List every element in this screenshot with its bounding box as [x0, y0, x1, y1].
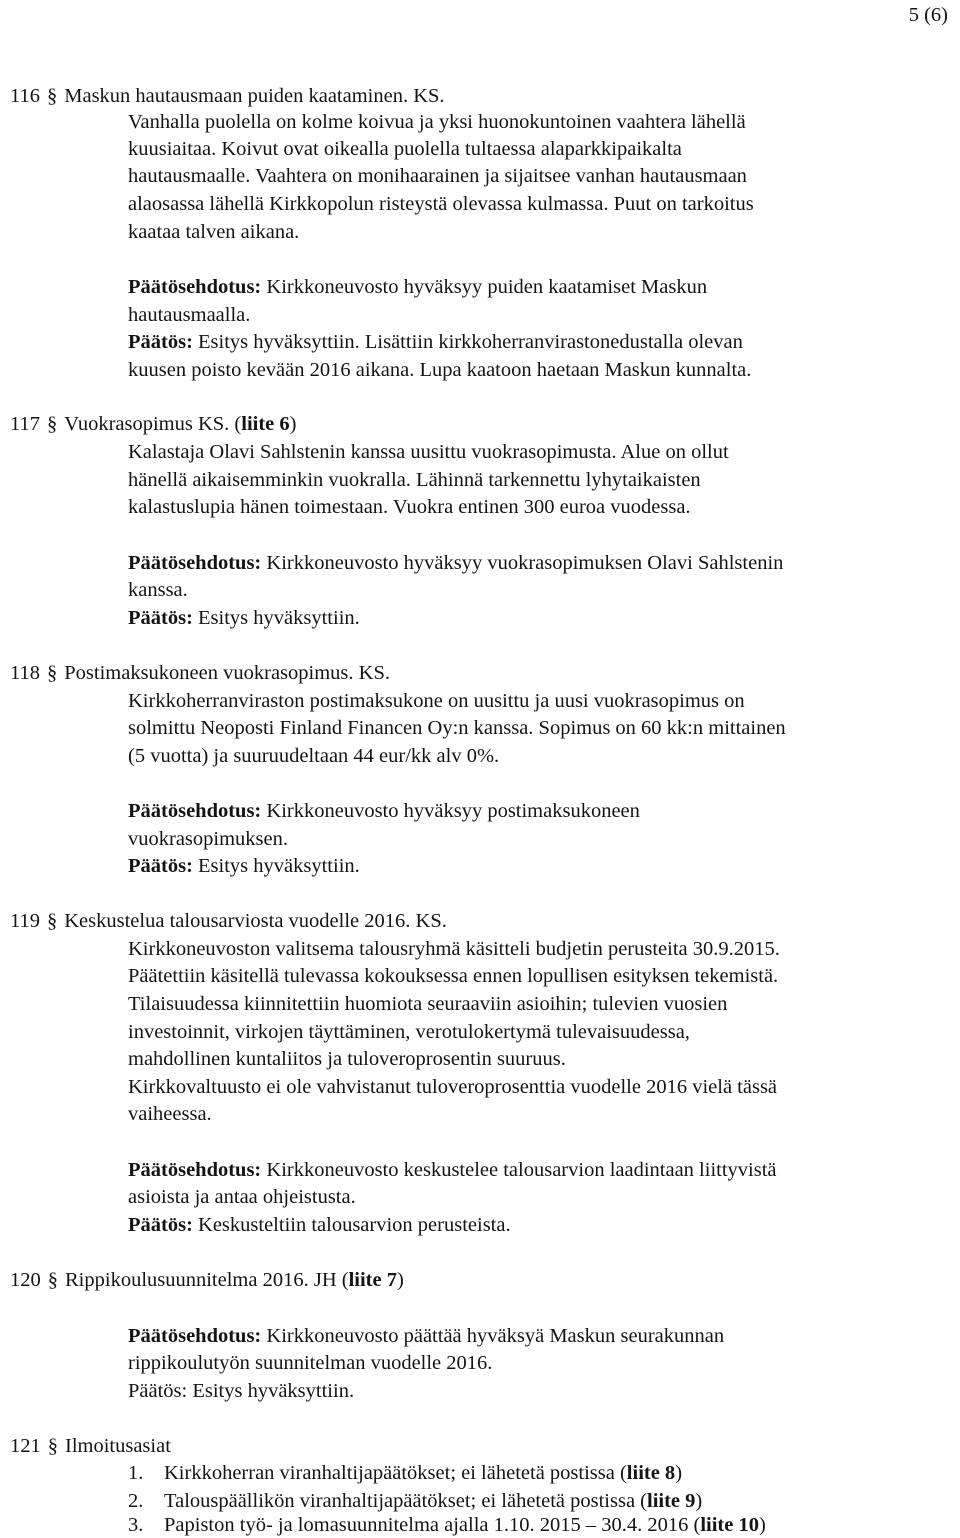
decision-line: [128, 330, 743, 354]
proposal-label: Päätösehdotus:: [128, 800, 262, 822]
proposal-line: [128, 799, 640, 823]
decision-line: kuusen poisto kevään 2016 aikana. Lupa kaatoon haetaan Maskun kunnalta.: [128, 359, 752, 381]
body-line: solmittu Neoposti Finland Financen Oy:n kanssa. Sopimus on 60 kk:n mittainen: [128, 717, 786, 739]
attachment-ref: liite 7: [348, 1269, 397, 1291]
list-item-text: Talouspäällikön viranhaltijapäätökset; ei lähetetä postissa (: [164, 1490, 648, 1512]
section-title: Keskustelua talousarviosta vuodelle 2016. KS.: [64, 910, 447, 932]
decision-label: Päätös:: [128, 1214, 193, 1236]
proposal-line: vuokrasopimuksen.: [128, 828, 288, 850]
proposal-label: Päätösehdotus:: [128, 1159, 262, 1181]
decision-line: Päätös: Esitys hyväksyttiin.: [128, 1380, 355, 1402]
section-121-heading: [10, 1434, 171, 1458]
proposal-label: Päätösehdotus:: [128, 276, 262, 298]
proposal-label: Päätösehdotus:: [128, 552, 262, 574]
section-title: Postimaksukoneen vuokrasopimus. KS.: [64, 662, 390, 684]
section-title: Rippikoulusuunnitelma 2016. JH (: [65, 1269, 349, 1291]
section-118-heading: [10, 661, 390, 685]
section-sign-icon: §: [47, 1269, 58, 1291]
section-sign-icon: §: [47, 910, 58, 932]
list-item-text: Papiston työ- ja lomasuunnitelma ajalla 1.10. 2015 – 30.4. 2016 (: [164, 1514, 701, 1536]
body-line: Päätettiin käsitellä tulevassa kokouksessa ennen lopullisen esityksen tekemistä.: [128, 965, 779, 987]
body-line: Tilaisuudessa kiinnitettiin huomiota seuraaviin asioihin; tulevien vuosien: [128, 993, 728, 1015]
section-number: 118: [10, 662, 40, 684]
body-line: hautausmaalle. Vaahtera on monihaarainen ja sijaitsee vanhan hautausmaan: [128, 165, 747, 187]
page-number: 5 (6): [908, 4, 948, 26]
list-item-text: Kirkkoherran viranhaltijapäätökset; ei lähetetä postissa (: [164, 1462, 627, 1484]
proposal-line: kanssa.: [128, 579, 188, 601]
section-116-heading: [10, 84, 445, 108]
section-sign-icon: §: [47, 413, 58, 435]
section-number: 116: [10, 85, 40, 107]
list-item-number: 1.: [128, 1462, 144, 1484]
proposal-label: Päätösehdotus:: [128, 1325, 262, 1347]
section-title: Vuokrasopimus KS. (: [64, 413, 242, 435]
proposal-text: Kirkkoneuvosto keskustelee talousarvion laadintaan liittyvistä: [266, 1159, 777, 1181]
body-line: alaosassa lähellä Kirkkopolun risteystä olevassa kulmassa. Puut on tarkoitus: [128, 193, 754, 215]
section-120-heading: [10, 1268, 404, 1292]
decision-label: Päätös:: [128, 331, 193, 353]
body-line: kalastuslupia hänen toimestaan. Vuokra entinen 300 euroa vuodessa.: [128, 496, 691, 518]
proposal-line: rippikoulutyön suunnitelman vuodelle 2016.: [128, 1352, 493, 1374]
list-item-close: ): [695, 1490, 703, 1512]
decision-text: Esitys hyväksyttiin. Lisättiin kirkkoherranvirastonedustalla olevan: [198, 331, 743, 353]
attachment-ref: liite 8: [626, 1462, 676, 1484]
section-title: Ilmoitusasiat: [65, 1435, 171, 1457]
section-number: 120: [10, 1269, 41, 1291]
decision-line: [128, 1213, 511, 1237]
section-number: 117: [10, 413, 40, 435]
decision-label: Päätös:: [128, 855, 193, 877]
decision-text: Esitys hyväksyttiin.: [198, 855, 360, 877]
section-number: 121: [10, 1435, 41, 1457]
proposal-line: hautausmaalla.: [128, 304, 251, 326]
decision-line: [128, 606, 360, 630]
proposal-line: [128, 1158, 777, 1182]
attachment-ref: liite 10: [700, 1514, 759, 1536]
decision-line: [128, 854, 360, 878]
body-line: (5 vuotta) ja suuruudeltaan 44 eur/kk alv 0%.: [128, 745, 500, 767]
body-line: kuusiaitaa. Koivut ovat oikealla puolella tultaessa alaparkkipaikalta: [128, 138, 682, 160]
section-title-end: ): [289, 413, 297, 435]
attachment-ref: liite 9: [647, 1490, 696, 1512]
section-number: 119: [10, 910, 40, 932]
proposal-line: [128, 275, 707, 299]
decision-text: Keskusteltiin talousarvion perusteista.: [198, 1214, 511, 1236]
body-line: mahdollinen kuntaliitos ja tuloveroprosentin suuruus.: [128, 1048, 566, 1070]
body-line: Vanhalla puolella on kolme koivua ja yksi huonokuntoinen vaahtera lähellä: [128, 111, 746, 133]
list-item-close: ): [675, 1462, 683, 1484]
proposal-text: Kirkkoneuvosto päättää hyväksyä Maskun seurakunnan: [266, 1325, 725, 1347]
body-line: Kirkkovaltuusto ei ole vahvistanut tuloveroprosenttia vuodelle 2016 vielä tässä: [128, 1076, 778, 1098]
body-line: kaataa talven aikana.: [128, 221, 300, 243]
body-line: investoinnit, virkojen täyttäminen, verotulokertymä tulevaisuudessa,: [128, 1021, 690, 1043]
proposal-text: Kirkkoneuvosto hyväksyy puiden kaatamiset Maskun: [266, 276, 708, 298]
proposal-line: asioista ja antaa ohjeistusta.: [128, 1186, 356, 1208]
list-item-number: 3.: [128, 1514, 144, 1536]
proposal-line: [128, 1324, 724, 1348]
list-item-number: 2.: [128, 1490, 144, 1512]
body-line: vaiheessa.: [128, 1103, 212, 1125]
proposal-line: [128, 551, 783, 575]
proposal-text: Kirkkoneuvosto hyväksyy vuokrasopimuksen Olavi Sahlstenin: [266, 552, 784, 574]
decision-label: Päätös:: [128, 607, 193, 629]
attachment-ref: liite 6: [241, 413, 290, 435]
list-item-close: ): [758, 1514, 766, 1536]
body-line: Kirkkoherranviraston postimaksukone on uusittu ja uusi vuokrasopimus on: [128, 690, 745, 712]
body-line: hänellä aikaisemminkin vuokralla. Lähinnä tarkennettu lyhytaikaisten: [128, 469, 701, 491]
section-117-heading: [10, 412, 296, 436]
body-line: Kirkkoneuvoston valitsema talousryhmä käsitteli budjetin perusteita 30.9.2015.: [128, 938, 780, 960]
section-sign-icon: §: [47, 85, 58, 107]
section-title-end: ): [396, 1269, 404, 1291]
proposal-text: Kirkkoneuvosto hyväksyy postimaksukoneen: [266, 800, 640, 822]
section-sign-icon: §: [47, 1435, 58, 1457]
section-119-heading: [10, 909, 447, 933]
section-sign-icon: §: [47, 662, 58, 684]
body-line: Kalastaja Olavi Sahlstenin kanssa uusittu vuokrasopimusta. Alue on ollut: [128, 441, 729, 463]
section-title: Maskun hautausmaan puiden kaataminen. KS.: [64, 85, 445, 107]
decision-text: Esitys hyväksyttiin.: [198, 607, 360, 629]
